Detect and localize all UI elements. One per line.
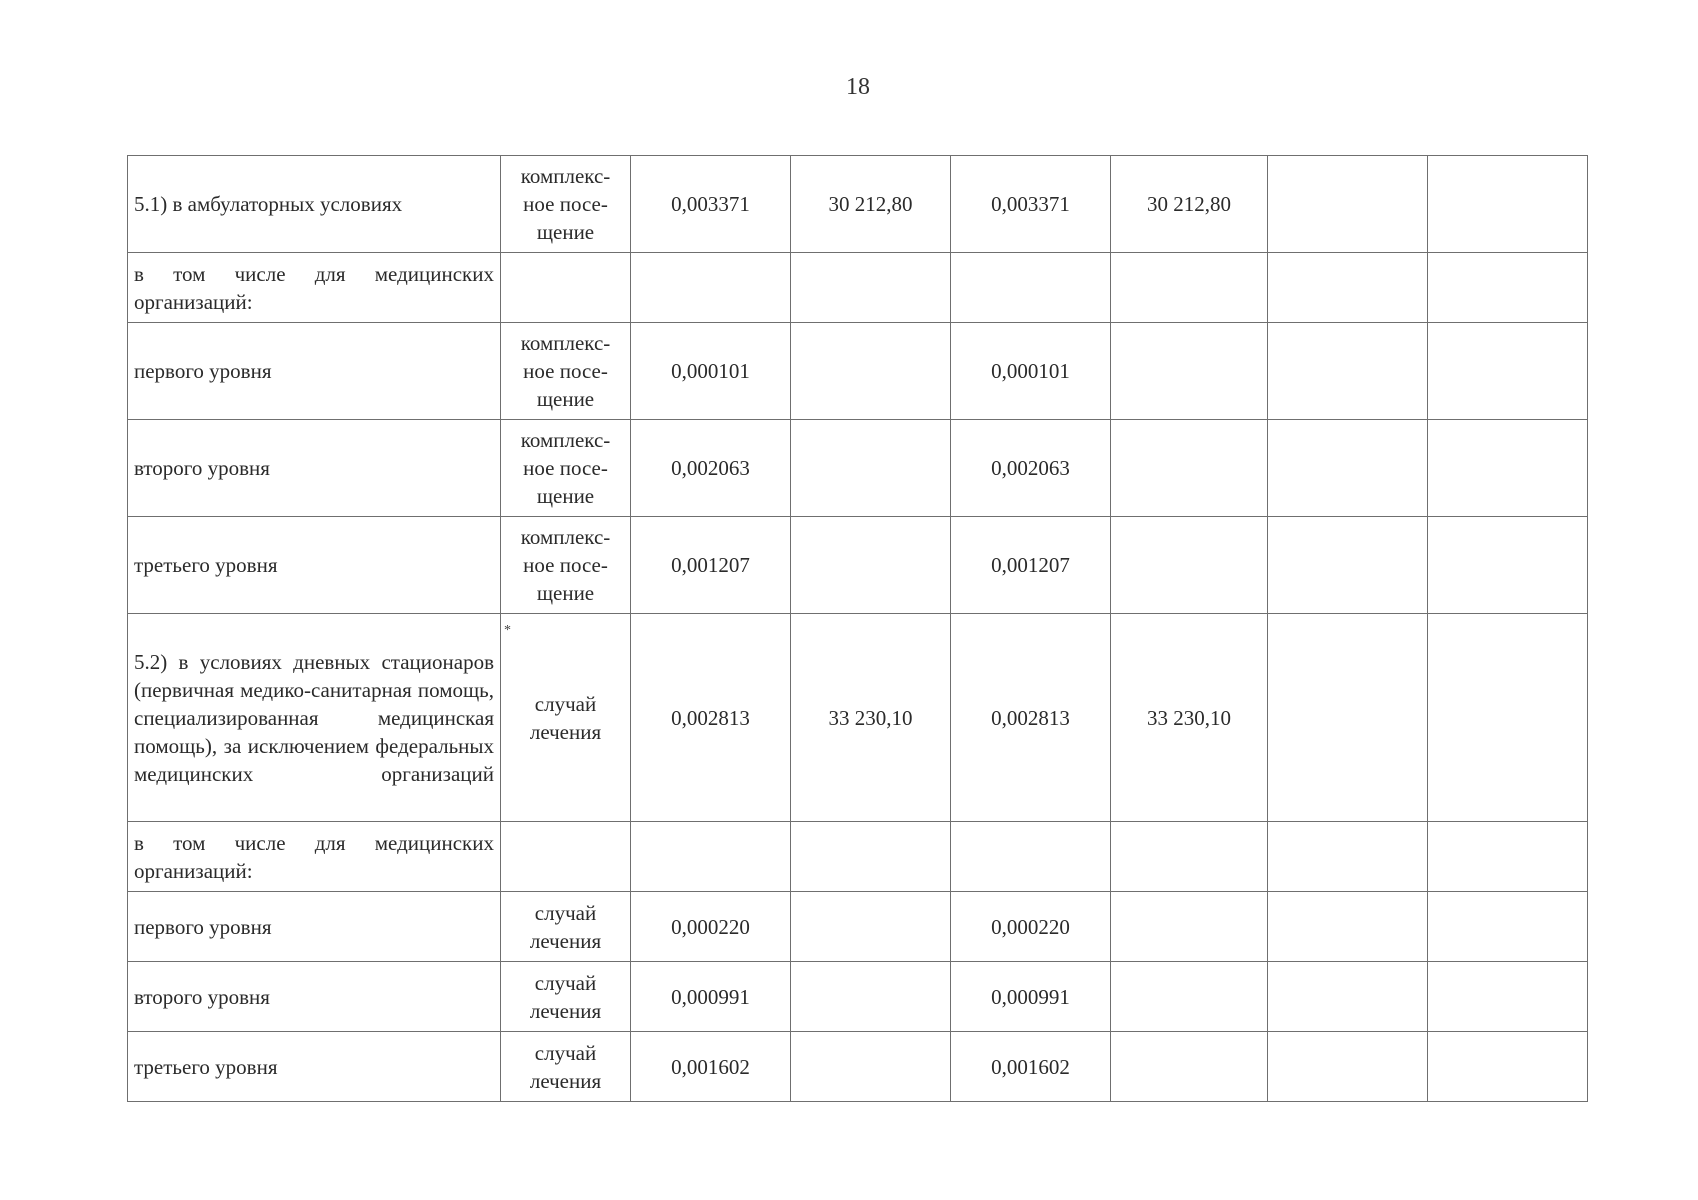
row-value-6 xyxy=(1428,253,1588,323)
row-name: в том числе для медицинских организаций: xyxy=(128,253,501,323)
table-row xyxy=(128,156,1588,253)
row-value-5 xyxy=(1268,323,1428,420)
row-value-3: 0,000220 xyxy=(951,892,1111,962)
table-row xyxy=(128,253,1588,323)
row-unit: комплекс-ное посе-щение xyxy=(501,517,631,614)
row-value-6 xyxy=(1428,892,1588,962)
row-name: 5.1) в амбулаторных условиях xyxy=(128,156,501,253)
row-value-2 xyxy=(791,1032,951,1102)
row-value-4 xyxy=(1111,822,1268,892)
row-value-3: 0,002813 xyxy=(951,614,1111,822)
row-unit xyxy=(501,822,631,892)
row-value-2 xyxy=(791,962,951,1032)
row-value-1 xyxy=(631,822,791,892)
row-name: в том числе для медицинских организаций: xyxy=(128,822,501,892)
row-value-2 xyxy=(791,892,951,962)
row-unit: комплекс-ное посе-щение xyxy=(501,156,631,253)
row-unit: случай лечения xyxy=(501,1032,631,1102)
row-value-5 xyxy=(1268,1032,1428,1102)
row-value-3: 0,000101 xyxy=(951,323,1111,420)
row-value-6 xyxy=(1428,156,1588,253)
table-row xyxy=(128,420,1588,517)
row-value-4 xyxy=(1111,892,1268,962)
row-value-4: 30 212,80 xyxy=(1111,156,1268,253)
row-name: второго уровня xyxy=(128,962,501,1032)
row-value-2: 30 212,80 xyxy=(791,156,951,253)
row-value-1: 0,001207 xyxy=(631,517,791,614)
row-value-1: 0,001602 xyxy=(631,1032,791,1102)
row-value-2 xyxy=(791,253,951,323)
row-value-6 xyxy=(1428,323,1588,420)
row-value-4 xyxy=(1111,323,1268,420)
table-row xyxy=(128,822,1588,892)
row-value-4 xyxy=(1111,253,1268,323)
row-value-4 xyxy=(1111,962,1268,1032)
row-value-3 xyxy=(951,253,1111,323)
row-value-3: 0,002063 xyxy=(951,420,1111,517)
row-unit xyxy=(501,253,631,323)
table-row xyxy=(128,892,1588,962)
row-value-6 xyxy=(1428,517,1588,614)
row-value-4 xyxy=(1111,420,1268,517)
row-value-2 xyxy=(791,323,951,420)
row-unit: случай лечения xyxy=(501,614,631,822)
row-value-5 xyxy=(1268,822,1428,892)
row-value-2: 33 230,10 xyxy=(791,614,951,822)
row-unit: комплекс-ное посе-щение xyxy=(501,420,631,517)
row-value-5 xyxy=(1268,614,1428,822)
row-value-2 xyxy=(791,822,951,892)
row-value-1: 0,003371 xyxy=(631,156,791,253)
row-value-1: 0,000991 xyxy=(631,962,791,1032)
row-value-6 xyxy=(1428,1032,1588,1102)
table-row xyxy=(128,1032,1588,1102)
row-value-1: 0,002063 xyxy=(631,420,791,517)
row-value-2 xyxy=(791,420,951,517)
row-value-5 xyxy=(1268,420,1428,517)
table-row xyxy=(128,614,1588,822)
scan-mark: * xyxy=(504,623,511,638)
row-name: первого уровня xyxy=(128,323,501,420)
row-value-1: 0,002813 xyxy=(631,614,791,822)
row-value-4: 33 230,10 xyxy=(1111,614,1268,822)
row-unit: случай лечения xyxy=(501,892,631,962)
row-value-5 xyxy=(1268,253,1428,323)
row-value-1: 0,000220 xyxy=(631,892,791,962)
row-value-6 xyxy=(1428,614,1588,822)
row-value-1: 0,000101 xyxy=(631,323,791,420)
row-value-6 xyxy=(1428,822,1588,892)
row-name: третьего уровня xyxy=(128,1032,501,1102)
row-value-1 xyxy=(631,253,791,323)
row-value-5 xyxy=(1268,517,1428,614)
row-value-3 xyxy=(951,822,1111,892)
row-value-6 xyxy=(1428,962,1588,1032)
table-row xyxy=(128,962,1588,1032)
row-value-3: 0,003371 xyxy=(951,156,1111,253)
row-value-4 xyxy=(1111,517,1268,614)
row-value-3: 0,001207 xyxy=(951,517,1111,614)
row-name: второго уровня xyxy=(128,420,501,517)
row-value-2 xyxy=(791,517,951,614)
row-value-3: 0,001602 xyxy=(951,1032,1111,1102)
row-unit: случай лечения xyxy=(501,962,631,1032)
row-value-5 xyxy=(1268,962,1428,1032)
row-name: 5.2) в условиях дневных стационаров (первичная медико-санитарная помощь, специализированная медицинская помощь), за исключением федеральных медицинских организаций xyxy=(128,614,501,822)
row-value-5 xyxy=(1268,892,1428,962)
page-number: 18 xyxy=(846,74,870,100)
table-row xyxy=(128,517,1588,614)
row-name: третьего уровня xyxy=(128,517,501,614)
row-name: первого уровня xyxy=(128,892,501,962)
indicators-table xyxy=(127,155,1588,1102)
table-row xyxy=(128,323,1588,420)
row-value-3: 0,000991 xyxy=(951,962,1111,1032)
row-value-5 xyxy=(1268,156,1428,253)
row-unit: комплекс-ное посе-щение xyxy=(501,323,631,420)
row-value-6 xyxy=(1428,420,1588,517)
row-value-4 xyxy=(1111,1032,1268,1102)
